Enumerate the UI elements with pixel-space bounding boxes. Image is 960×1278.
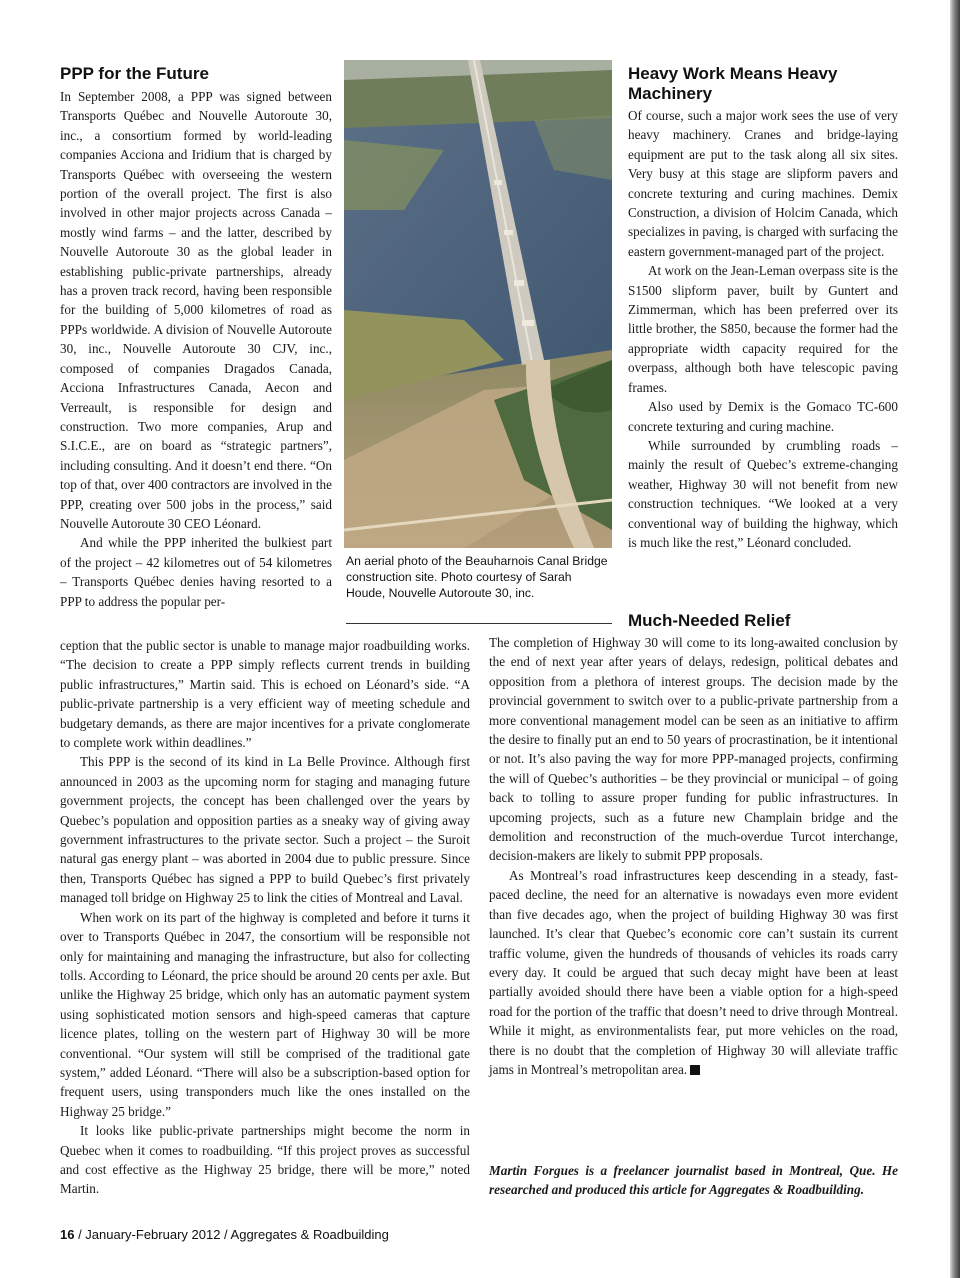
column-left-top xyxy=(60,87,332,611)
paragraph-text: As Montreal’s road infrastructures keep descending in a steady, fast-paced decline, the need for an alternative is nowadays even more evident than five decades ago, when the project of building Highway 30 was first launched. It’s clear that Quebec’s economic core can’t sustain its current traffic volume, given the hundreds of thousands of vehicles its roads carry every day. It could be argued that such decay might have been at least partially avoided should there have been a viable option for a high-speed road for the portion of the traffic that doesn’t need to drive through Montreal. While it might, as environmentalists fear, put more vehicles on the road, there is no doubt that the completion of Highway 30 will alleviate traffic jams in Montreal’s metropolitan area. xyxy=(489,867,898,1077)
paragraph: In September 2008, a PPP was signed between Transports Québec and Nouvelle Autoroute 30, inc., a consortium formed by world-leading companies Acciona and Iridium that is charged by Transports Québec with overseeing the western portion of the overall project. The first is also involved in other major projects across Canada – mostly wind farms – and the latter, described by Nouvelle Autoroute 30 as the global leader in establishing public-private partnerships, already has a proven track record, having been responsible for the building of 5,000 kilometres of road as PPPs worldwide. A division of Nouvelle Autoroute 30, inc., Nouvelle Autoroute 30 CJV, inc., composed of companies Dragados Canada, Acciona Infrastructures Canada, Aecon and Verreault, is responsible for design and construction. Two more companies, Arup and S.I.C.E., are on board as “strategic partners”, including consulting. And it doesn’t end there. “On top of that, over 400 contractors are involved in the PPP, creating over 500 jobs in the process,” said Nouvelle Autoroute 30 CEO Léonard. xyxy=(60,89,332,531)
column-left-bottom xyxy=(60,636,470,1199)
paragraph: Of course, such a major work sees the use of very heavy machinery. Cranes and bridge-laying equipment are put to the task along all six sites. Very busy at this stage are slipform pavers and concrete texturing and curing machines. Demix Construction, a division of Holcim Canada, which specializes in paving, is charged with surfacing the eastern government-managed part of the project. xyxy=(628,108,898,259)
heading-ppp-future: PPP for the Future xyxy=(60,64,209,83)
column-right-top xyxy=(628,106,898,552)
paragraph: ception that the public sector is unable to manage major roadbuilding works. “The decision to create a PPP simply reflects current trends in building public infrastructures,” Martin said. This is echoed on Léonard’s side. “A public-private partnership is a very efficient way of meeting schedule and budgetary demands, as there are major incentives for a private conglomerate to complete work within deadlines.” xyxy=(60,638,470,751)
page-number: 16 xyxy=(60,1227,75,1242)
heading-heavy-work: Heavy Work Means Heavy Machinery xyxy=(628,64,838,103)
page-edge-strip xyxy=(950,0,960,1278)
column-right-bottom xyxy=(489,633,898,1079)
paragraph: When work on its part of the highway is completed and before it turns it over to Transports Québec in 2047, the consortium will be responsible not only for maintaining and managing the infrastructure, but also for collecting tolls. According to Léonard, the price should be around 20 cents per axle. But unlike the Highway 25 bridge, which only has an automatic payment system using sophisticated motion sensors and high-speed cameras that capture licence plates, tolling on the western part of Highway 30 will be more conventional. “Our system will still be comprised of the traditional gate system,” added Léonard. “There will also be a subscription-based option for frequent users, using transponders much like the ones installed on the Highway 25 bridge.” xyxy=(60,909,470,1119)
paragraph: The completion of Highway 30 will come to its long-awaited conclusion by the end of next year after years of delays, redesign, political debates and opposition from a plethora of interest groups. The decision made by the provincial government to switch over to a public-private partnership from a more conventional management model can be seen as an initiative to affirm the desire to finally put an end to 50 years of procrastination, be it intentional or not. It’s also paving the way for more PPP-managed projects, confirming the will of Quebec’s authorities – be they provincial or municipal – of going back to tolling to assure proper funding for public infrastructures. In upcoming projects, such as a future new Champlain bridge and the demolition and reconstruction of the much-overdue Turcot interchange, decision-makers are likely to submit PPP proposals. xyxy=(489,635,898,864)
page-footer xyxy=(60,1227,389,1242)
paragraph: This PPP is the second of its kind in La Belle Province. Although first announced in 2003 as the upcoming norm for staging and managing future government projects, the concept has been challenged over the years by Quebec’s population and opposition parties as a sneaky way of giving away government infrastructures to the private sector. Such a project – the Suroit natural gas energy plant – was aborted in 2004 due to public pressure. Since then, Transports Québec has signed a PPP to build Quebec’s first privately managed toll bridge on Highway 25 to link the cities of Montreal and Laval. xyxy=(60,754,470,906)
paragraph: And while the PPP inherited the bulkiest part of the project – 42 kilometres out of 54 kilometres – Transports Québec denies having resorted to a PPP to address the popular per- xyxy=(60,535,332,609)
heading-relief: Much-Needed Relief xyxy=(628,611,791,630)
caption-divider xyxy=(346,623,612,624)
photo-caption: An aerial photo of the Beauharnois Canal Bridge construction site. Photo courtesy of Sarah Houde, Nouvelle Autoroute 30, inc. xyxy=(346,554,608,600)
paragraph xyxy=(489,866,898,1079)
paragraph: At work on the Jean-Leman overpass site is the S1500 slipform paver, built by Guntert and Zimmerman, which has been preferred over its little brother, the S850, because the former had the appropriate width capacity required for the overpass, although both have telescopic paving frames. xyxy=(628,263,898,395)
footer-text: / January-February 2012 / Aggregates & Roadbuilding xyxy=(74,1227,389,1242)
paragraph: It looks like public-private partnerships might become the norm in Quebec when it comes to roadbuilding. “If this project proves as successful and cost effective as the Highway 25 bridge, there will be more,” noted Martin. xyxy=(60,1123,470,1197)
aerial-photo xyxy=(344,60,612,548)
end-mark-icon xyxy=(690,1065,700,1075)
author-bio: Martin Forgues is a freelancer journalist based in Montreal, Que. He researched and produced this article for Aggregates & Roadbuilding. xyxy=(489,1163,898,1198)
paragraph: While surrounded by crumbling roads – mainly the result of Quebec’s extreme-changing weather, Highway 30 will not benefit from new construction techniques. “We looked at a very conventional way of building the highway, which is much like the rest,” Léonard concluded. xyxy=(628,437,898,550)
paragraph: Also used by Demix is the Gomaco TC-600 concrete texturing and curing machine. xyxy=(628,399,898,434)
